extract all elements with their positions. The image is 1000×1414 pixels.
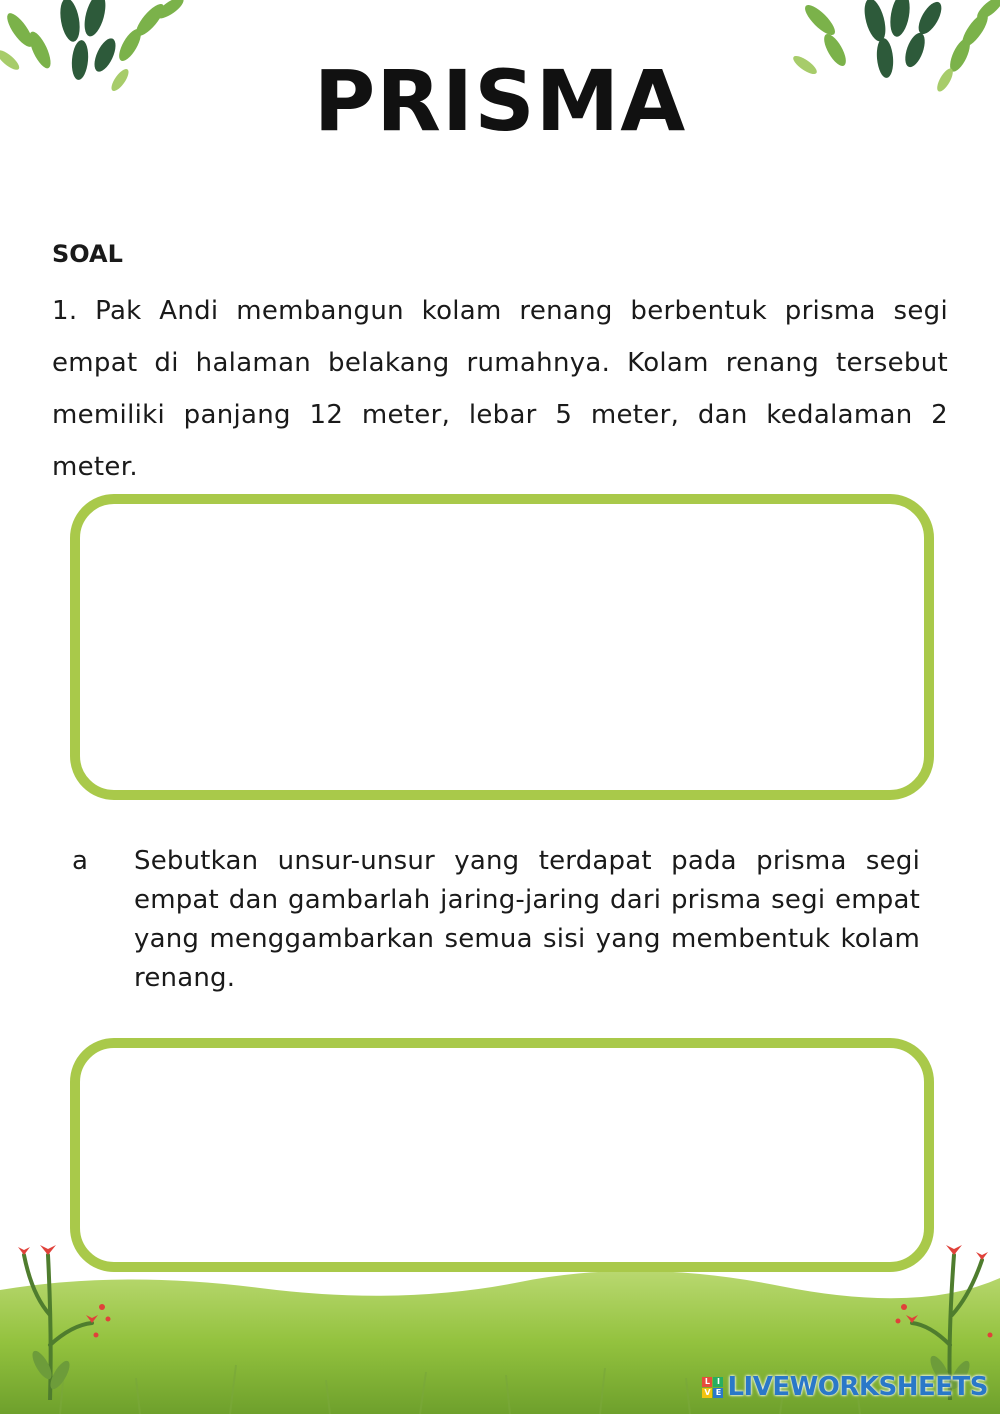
brand-text: LIVEWORKSHEETS <box>727 1372 988 1402</box>
logo-letter-l: L <box>702 1377 712 1387</box>
liveworksheets-brand <box>702 1372 988 1402</box>
answer-box-2[interactable] <box>70 1038 934 1272</box>
logo-letter-e: E <box>713 1388 723 1398</box>
liveworksheets-logo-icon <box>702 1377 723 1398</box>
page-title: PRISMA <box>313 52 687 150</box>
sub-question-letter: a <box>72 846 88 876</box>
question-text: 1. Pak Andi membangun kolam renang berbentuk prisma segi empat di halaman belakang rumahnya. Kolam renang tersebut memiliki panjang 12 meter, lebar 5 meter, dan kedalaman 2 meter. <box>52 296 948 482</box>
answer-box-1[interactable] <box>70 494 934 800</box>
sub-question <box>72 842 920 998</box>
flower-decoration-left-icon <box>12 1225 122 1400</box>
sub-question-text: Sebutkan unsur-unsur yang terdapat pada prisma segi empat dan gambarlah jaring-jaring dari prisma segi empat yang menggambarkan semua sisi yang membentuk kolam renang. <box>134 846 920 993</box>
logo-letter-v: V <box>704 1387 711 1397</box>
logo-letter-i: I <box>713 1377 723 1387</box>
section-label: SOAL <box>52 240 123 268</box>
